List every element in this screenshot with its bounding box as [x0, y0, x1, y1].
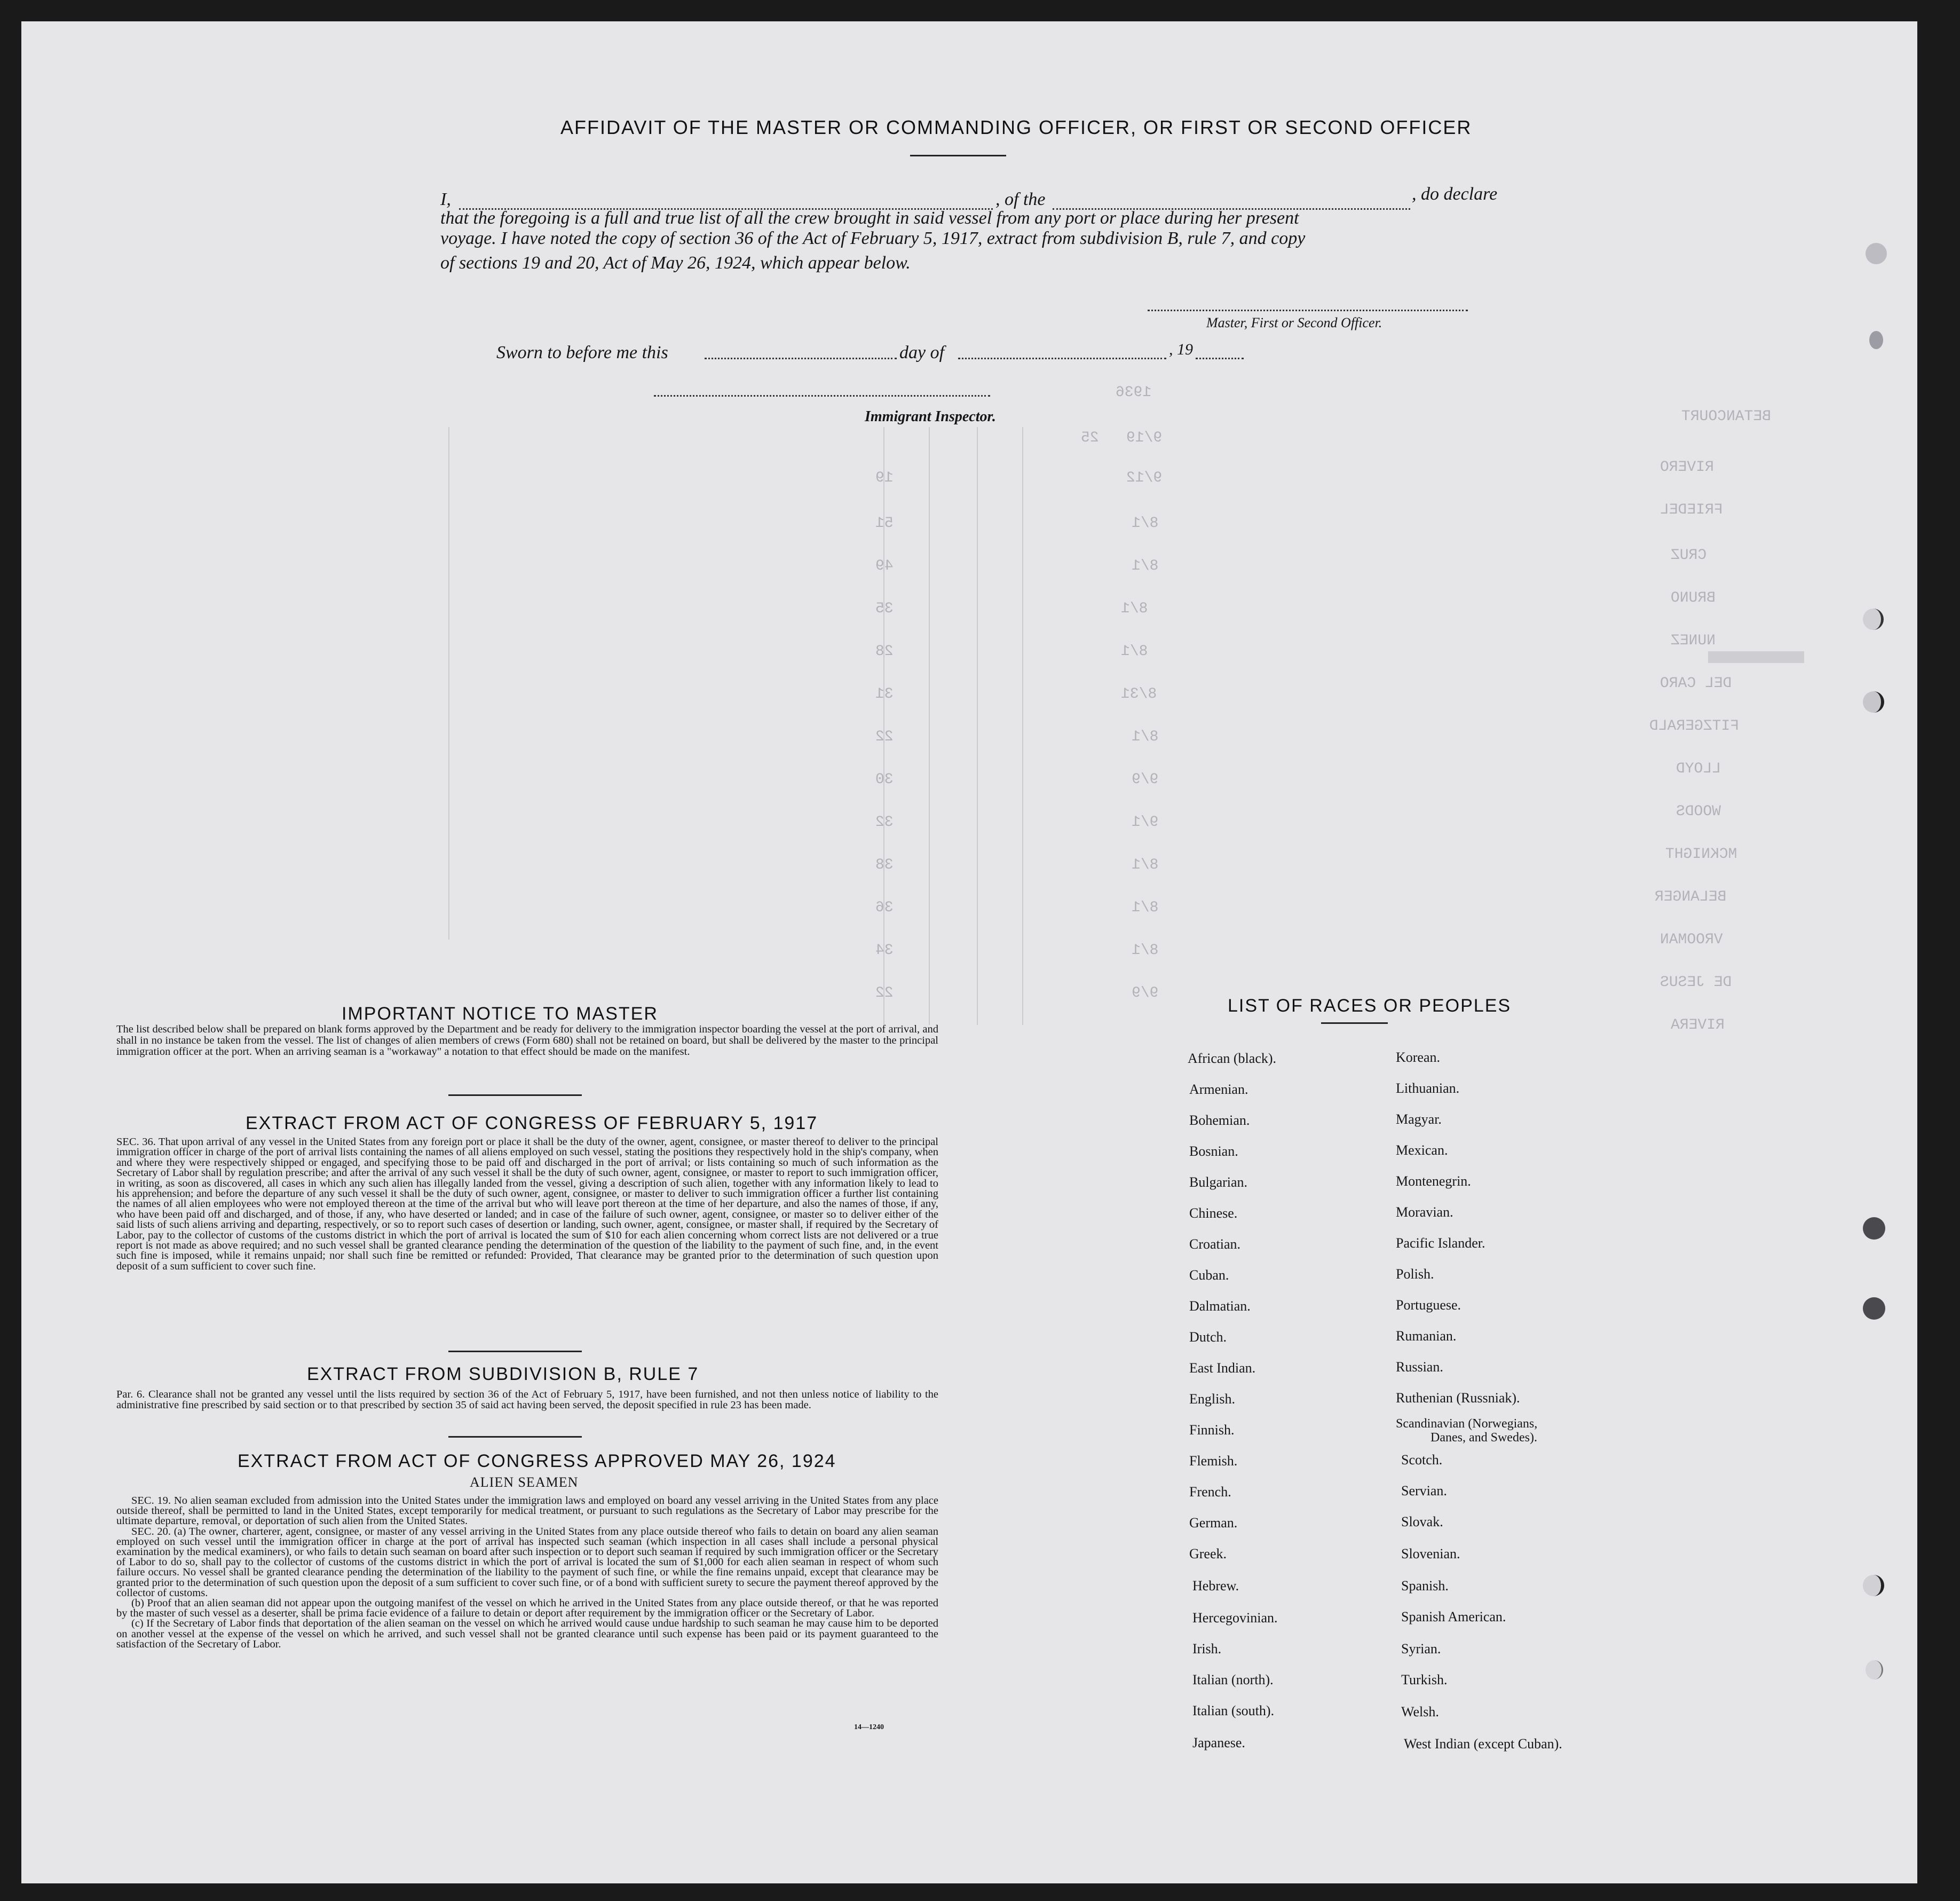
- ghost-number: 22: [875, 985, 894, 1001]
- race-item: Spanish American.: [1401, 1609, 1506, 1624]
- race-item: French.: [1189, 1484, 1231, 1500]
- race-item: Portuguese.: [1396, 1297, 1461, 1313]
- declaration-of-the: , of the: [995, 190, 1046, 209]
- affidavit-title: AFFIDAVIT OF THE MASTER OR COMMANDING OFFICER, OR FIRST OR SECOND OFFICER: [560, 116, 1472, 138]
- ghost-date: 8/1: [1132, 900, 1159, 916]
- races-title: LIST OF RACES OR PEOPLES: [1228, 996, 1512, 1016]
- race-item: Finnish.: [1189, 1422, 1235, 1438]
- race-item: Moravian.: [1396, 1204, 1453, 1220]
- race-item: Italian (south).: [1192, 1703, 1275, 1718]
- ghost-number: 30: [875, 771, 894, 788]
- declaration-line: voyage. I have noted the copy of section 36 of the Act of February 5, 1917, extract from subdivision B, rule 7, and copy: [440, 228, 1306, 248]
- paragraph: SEC. 20. (a) The owner, charterer, agent, consignee, or master of any vessel arriving in the United States from any place outside thereof who fails to detain on board any alien seaman employed on such vessel until the immigration officer in charge at the port of arrival has inspected such seaman (which inspection in all cases shall include a personal physical examination by the medical examiners), or who fails to detain such seaman on board after such inspection or to deport such seaman if required by such immigration officer or the Secretary of Labor to do so, shall pay to the collector of customs of the customs district in which the port of arrival is located the sum of $1,000 for each alien seaman in respect of whom such failure occurs. No vessel shall be granted clearance pending the determination of the liability to the payment of such fine, or while the fine remains unpaid, except that clearance may be granted prior to the determination of such question upon the deposit of a sum sufficient to cover such fine, or of a bond with sufficient surety to secure the payment thereof approved by the collector of customs.: [116, 1525, 938, 1599]
- ghost-date: 8/1: [1132, 558, 1159, 574]
- ghost-number: 32: [875, 814, 894, 831]
- race-item: Bosnian.: [1189, 1143, 1238, 1159]
- extract-rule7-text: Par. 6. Clearance shall not be granted any vessel until the lists required by section 36 of the Act of February 5, 1917, have been furnished, and not then unless notice of liability to the administrative fine prescribed by said section or to that prescribed by section 35 of said act having been served, the deposit specified in rule 23 has been made.: [116, 1389, 938, 1411]
- punch-hole-icon: [1863, 1575, 1884, 1596]
- ghost-smudge: [1708, 651, 1804, 663]
- ghost-date: 8/1: [1132, 857, 1159, 873]
- race-item: Turkish.: [1401, 1672, 1448, 1687]
- sworn-day-of-label: day of: [899, 343, 945, 362]
- ghost-date: 8/1: [1132, 729, 1159, 745]
- ghost-date: 8/1: [1121, 643, 1148, 660]
- title-rule: [910, 155, 1006, 156]
- ghost-column-line: [448, 427, 449, 940]
- race-item: East Indian.: [1189, 1360, 1256, 1376]
- race-item: Pacific Islander.: [1396, 1235, 1485, 1251]
- ghost-number: 28: [875, 643, 894, 660]
- punch-hole-icon: [1869, 331, 1883, 349]
- ghost-date: 9/1: [1132, 814, 1159, 831]
- section-divider: [448, 1094, 582, 1096]
- ghost-column-line: [883, 427, 884, 1025]
- punch-hole-icon: [1863, 1297, 1885, 1320]
- sworn-label: Sworn to before me this: [496, 343, 668, 362]
- race-item: Italian (north).: [1192, 1672, 1274, 1687]
- paragraph: SEC. 19. No alien seaman excluded from admission into the United States under the immigration laws and employed on board any vessel arriving in the United States from any place outside thereof, shall be permitted to land in the United States, except temporarily for medical treatment, or pursuant to such regulations as the Secretary of Labor may prescribe for the ultimate departure, removal, or deportation of such alien from the United States.: [116, 1495, 938, 1527]
- section-divider: [448, 1436, 582, 1438]
- ghost-name: DEL CARO: [1660, 675, 1732, 692]
- ghost-date: 9/19: [1126, 430, 1163, 446]
- race-item: Scotch.: [1401, 1452, 1443, 1468]
- race-item: Hebrew.: [1192, 1578, 1239, 1594]
- race-item: Magyar.: [1396, 1111, 1442, 1127]
- declaration-pronoun: I,: [440, 190, 451, 209]
- race-item: Slovak.: [1401, 1514, 1443, 1529]
- race-item: English.: [1189, 1391, 1235, 1407]
- race-item: Slovenian.: [1401, 1546, 1460, 1561]
- form-number: 14—1240: [854, 1723, 884, 1731]
- ghost-number: 51: [875, 515, 894, 532]
- ghost-date: 9/9: [1132, 985, 1159, 1001]
- notice-title: IMPORTANT NOTICE TO MASTER: [342, 1004, 658, 1024]
- race-item: Armenian.: [1189, 1082, 1248, 1097]
- race-item: Hercegovinian.: [1192, 1610, 1278, 1626]
- race-item: Russian.: [1396, 1359, 1443, 1375]
- extract-rule7-title: EXTRACT FROM SUBDIVISION B, RULE 7: [307, 1364, 699, 1384]
- race-item: Flemish.: [1189, 1453, 1238, 1469]
- ghost-date: 8/1: [1132, 515, 1159, 532]
- extract-1924-title: EXTRACT FROM ACT OF CONGRESS APPROVED MAY 26, 1924: [238, 1451, 836, 1471]
- punch-hole-icon: [1863, 609, 1884, 630]
- declaration-do-declare: , do declare: [1412, 184, 1498, 204]
- section-divider: [448, 1351, 582, 1352]
- ghost-name: BETANCOURT: [1681, 408, 1772, 425]
- ghost-number: 38: [875, 857, 894, 873]
- paragraph: (b) Proof that an alien seaman did not appear upon the outgoing manifest of the vessel on which he arrived in the United States from any place outside thereof, or that he was reported by the master of such vessel as a deserter, shall be prima facie evidence of a failure to detain or deport after requirement by the immigration officer or the Secretary of Labor.: [116, 1597, 938, 1620]
- race-item: Greek.: [1189, 1546, 1227, 1561]
- race-item: Dalmatian.: [1189, 1298, 1251, 1314]
- race-item: African (black).: [1188, 1051, 1277, 1066]
- ghost-number: 19: [875, 470, 894, 486]
- ghost-name: VROOMAN: [1660, 932, 1723, 948]
- master-signature-label: Master, First or Second Officer.: [1206, 315, 1382, 330]
- ghost-name: BELANGER: [1655, 889, 1727, 905]
- race-item: Japanese.: [1192, 1735, 1245, 1750]
- extract-1924-subtitle: ALIEN SEAMEN: [470, 1474, 579, 1490]
- inspector-signature-blank[interactable]: [654, 395, 990, 397]
- ghost-name: FITZGERALD: [1649, 718, 1740, 735]
- race-item: West Indian (except Cuban).: [1404, 1736, 1562, 1752]
- race-item: Montenegrin.: [1396, 1173, 1471, 1189]
- punch-hole-icon: [1866, 243, 1887, 264]
- ghost-column-line: [977, 427, 978, 1025]
- ghost-number: 34: [875, 942, 894, 959]
- race-item: Bulgarian.: [1189, 1174, 1248, 1190]
- master-signature-blank[interactable]: [1148, 310, 1468, 311]
- ghost-name: LLOYD: [1676, 761, 1721, 777]
- ghost-number: 31: [875, 686, 894, 703]
- race-item: Korean.: [1396, 1050, 1441, 1065]
- declaration-line: of sections 19 and 20, Act of May 26, 1924, which appear below.: [440, 253, 911, 273]
- race-item: Chinese.: [1189, 1205, 1238, 1221]
- sworn-day-blank[interactable]: [705, 358, 897, 359]
- race-item: Polish.: [1396, 1266, 1434, 1282]
- ghost-column-line: [929, 427, 930, 1025]
- ghost-name: CRUZ: [1671, 547, 1707, 564]
- punch-hole-icon: [1863, 1217, 1885, 1240]
- ghost-number: 1936: [1116, 384, 1152, 401]
- ghost-number: 25: [1081, 430, 1099, 446]
- ghost-column-line: [1022, 427, 1023, 1025]
- ghost-name: RIVERA: [1671, 1017, 1725, 1034]
- ghost-name: DE JESUS: [1660, 974, 1732, 991]
- ghost-name: RIVERO: [1660, 459, 1714, 476]
- ghost-number: 22: [875, 729, 894, 745]
- extract-1917-title: EXTRACT FROM ACT OF CONGRESS OF FEBRUARY 5, 1917: [246, 1113, 818, 1133]
- race-item: Dutch.: [1189, 1329, 1227, 1345]
- race-item: Syrian.: [1401, 1641, 1441, 1657]
- ghost-date: 9/9: [1132, 771, 1159, 788]
- race-item: Irish.: [1192, 1641, 1222, 1657]
- race-item: Lithuanian.: [1396, 1080, 1460, 1096]
- sworn-year-label: , 19: [1169, 341, 1193, 358]
- race-item: German.: [1189, 1515, 1238, 1531]
- paragraph: (c) If the Secretary of Labor finds that deportation of the alien seaman on the vessel on which he arrived would cause undue hardship to such seaman he may cause him to be deported on another vessel at the expense of the vessel on which he arrived, and such vessel shall not be granted clearance until such expense has been paid or its payment guaranteed to the satisfaction of the Secretary of Labor.: [116, 1618, 938, 1650]
- race-item: Cuban.: [1189, 1267, 1229, 1283]
- race-item: Servian.: [1401, 1483, 1447, 1498]
- ghost-number: 36: [875, 900, 894, 916]
- ghost-name: FRIEDEL: [1660, 502, 1723, 518]
- race-item: Welsh.: [1401, 1704, 1439, 1719]
- race-item: Mexican.: [1396, 1142, 1448, 1158]
- race-item: Bohemian.: [1189, 1113, 1250, 1128]
- race-item: Ruthenian (Russniak).: [1396, 1390, 1520, 1406]
- notice-text: The list described below shall be prepared on blank forms approved by the Department and be ready for delivery to the immigration inspector boarding the vessel at the port of arrival, and shall in no instance be taken from the vessel. The list of changes of alien members of crews (Form 680) shall not be retained on board, but shall be delivered by the master to the principal immigration officer at the port. When an arriving seaman is a "workaway" a notation to that effect should be made on the manifest.: [116, 1023, 938, 1058]
- ghost-number: 49: [875, 558, 894, 574]
- race-item: Scandinavian (Norwegians,: [1396, 1417, 1538, 1431]
- ghost-name: MCKNIGHT: [1665, 846, 1737, 863]
- ghost-date: 8/1: [1132, 942, 1159, 959]
- ghost-name: NUNEZ: [1671, 633, 1716, 649]
- extract-1924-text: [116, 1496, 938, 1650]
- ghost-date: 8/31: [1121, 686, 1157, 703]
- race-item: Danes, and Swedes).: [1431, 1431, 1537, 1445]
- race-item: Spanish.: [1401, 1578, 1449, 1594]
- punch-hole-icon: [1863, 691, 1884, 713]
- punch-hole-icon: [1866, 1660, 1883, 1679]
- manifest-back-page: [21, 21, 1917, 1883]
- sworn-year-blank[interactable]: [1196, 358, 1244, 359]
- race-item: Rumanian.: [1396, 1328, 1457, 1344]
- races-title-rule: [1321, 1022, 1388, 1024]
- sworn-month-blank[interactable]: [958, 358, 1166, 359]
- race-item: Croatian.: [1189, 1236, 1241, 1252]
- ghost-number: 35: [875, 601, 894, 617]
- ghost-date: 9/12: [1126, 470, 1163, 486]
- inspector-label: Immigrant Inspector.: [865, 408, 996, 425]
- ghost-name: WOODS: [1676, 803, 1721, 820]
- extract-1917-text: SEC. 36. That upon arrival of any vessel in the United States from any foreign port or place it shall be the duty of the owner, agent, consignee, or master thereof to deliver to the principal immigration officer in charge of the port of arrival lists containing the names of all aliens employed on such vessel, stating the positions they respectively hold in the ship's company, when and where they were respectively shipped or engaged, and specifying those to be paid off and discharged in the port of arrival; or lists containing so much of such information as the Secretary of Labor shall by regulation prescribe; and after the arrival of any such vessel it shall be the duty of such owner, agent, consignee, or master to report to such immigration officer, in writing, as soon as discovered, all cases in which any such alien has illegally landed from the vessel, giving a description of such alien, together with any information likely to lead to his apprehension; and before the departure of any such vessel it shall be the duty of such owner, agent, consignee, or master to deliver to such immigration officer a further list containing the names of all alien employees who were not employed thereon at the time of the arrival but who will leave port thereon at the time of her departure, and also the names of those, if any, who have been paid off and discharged, and of those, if any, who have deserted or landed; and in case of the failure of such owner, agent, consignee, or master so to deliver either of the said lists of such aliens arriving and departing, respectively, or so to report such cases of desertion or landing, such owner, agent, consignee, or master shall, if required by the Secretary of Labor, pay to the collector of customs of the customs district in which the port of arrival is located the sum of $10 for each alien concerning whom correct lists are not delivered or a true report is not made as above required; and no such vessel shall be granted clearance pending the determination of the question of the liability to the payment of such fine, and, in the event such fine is imposed, while it remains unpaid; nor shall such fine be remitted or refunded: Provided, That clearance may be granted prior to the determination of such question upon deposit of a sum sufficient to cover such fine.: [116, 1136, 938, 1272]
- declaration-line: that the foregoing is a full and true list of all the crew brought in said vessel from any port or place during her present: [440, 208, 1299, 228]
- ghost-date: 8/1: [1121, 601, 1148, 617]
- ghost-name: BRUNO: [1671, 590, 1716, 606]
